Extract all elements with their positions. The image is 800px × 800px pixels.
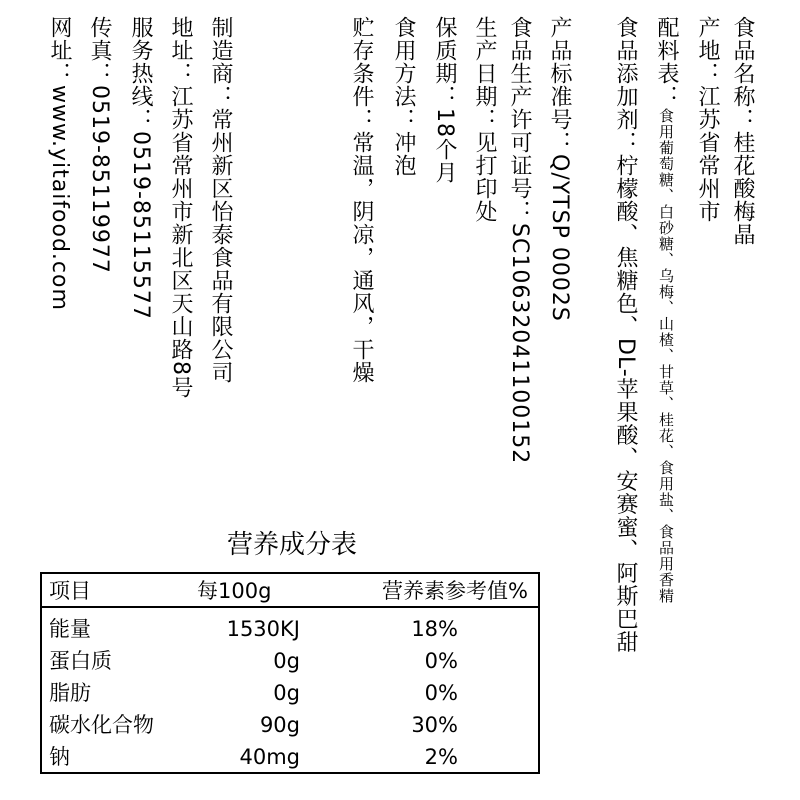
- nutrient-name: 脂肪: [49, 681, 91, 705]
- nutrient-name: 能量: [49, 617, 91, 641]
- nutrient-nrv: 30%: [411, 713, 458, 737]
- ingredients-label: 配料表：: [654, 16, 679, 108]
- nutrient-nrv: 0%: [424, 681, 458, 705]
- nutrient-amount: 0g: [273, 681, 300, 705]
- header-per-100g: 每100g: [197, 579, 272, 603]
- ingredients-list: 食用葡萄糖、白砂糖、乌梅、山楂、甘草、桂花、食用盐、食品用香精: [657, 108, 675, 604]
- nutrient-name: 碳水化合物: [49, 713, 154, 737]
- table-row: [42, 742, 538, 774]
- nutrient-nrv: 2%: [424, 745, 458, 769]
- header-nrv: 营养素参考值%: [382, 579, 528, 603]
- nutrition-title: 营养成分表: [226, 530, 357, 560]
- storage-conditions: 贮存条件：常温，阴凉，通风，干燥: [349, 16, 374, 384]
- production-license: 食品生产许可证号：SC10632041100152: [507, 16, 532, 465]
- origin: 产地：江苏省常州市: [695, 16, 720, 223]
- table-row: [42, 678, 538, 710]
- fax: 传真：0519-85119977: [87, 16, 112, 274]
- nutrient-nrv: 18%: [411, 617, 458, 641]
- nutrient-amount: 0g: [273, 649, 300, 673]
- usage-method: 食用方法：冲泡: [391, 16, 416, 177]
- nutrient-nrv: 0%: [424, 649, 458, 673]
- nutrient-amount: 90g: [259, 713, 300, 737]
- service-hotline: 服务热线：0519-85115577: [128, 16, 153, 320]
- website: 网址：www.yitaifood.com: [47, 16, 72, 311]
- nutrient-amount: 40mg: [239, 745, 300, 769]
- ingredients: [651, 16, 681, 604]
- table-row: [42, 614, 538, 646]
- nutrient-name: 钠: [49, 745, 70, 769]
- nutrition-header-row: [42, 574, 538, 608]
- product-name: 食品名称：桂花酸梅晶: [730, 16, 755, 246]
- manufacturer: 制造商：常州新区怡泰食品有限公司: [208, 16, 233, 384]
- additives-label: 食品添加剂：: [613, 16, 638, 154]
- nutrition-table: [40, 572, 540, 774]
- table-row: [42, 646, 538, 678]
- nutrient-name: 蛋白质: [49, 649, 112, 673]
- nutrient-amount: 1530KJ: [226, 617, 300, 641]
- address: 地址：江苏省常州市新北区天山路8号: [168, 16, 193, 399]
- table-row: [42, 710, 538, 742]
- food-additives: [610, 16, 640, 654]
- product-standard: 产品标准号：Q/YTSP 0002S: [547, 16, 572, 322]
- header-item: 项目: [49, 579, 91, 603]
- shelf-life: 保质期：18个月: [432, 16, 457, 184]
- additives-list: 柠檬酸、焦糖色、DL-苹果酸、安赛蜜、阿斯巴甜: [613, 154, 638, 654]
- production-date: 生产日期：见打印处: [472, 16, 497, 223]
